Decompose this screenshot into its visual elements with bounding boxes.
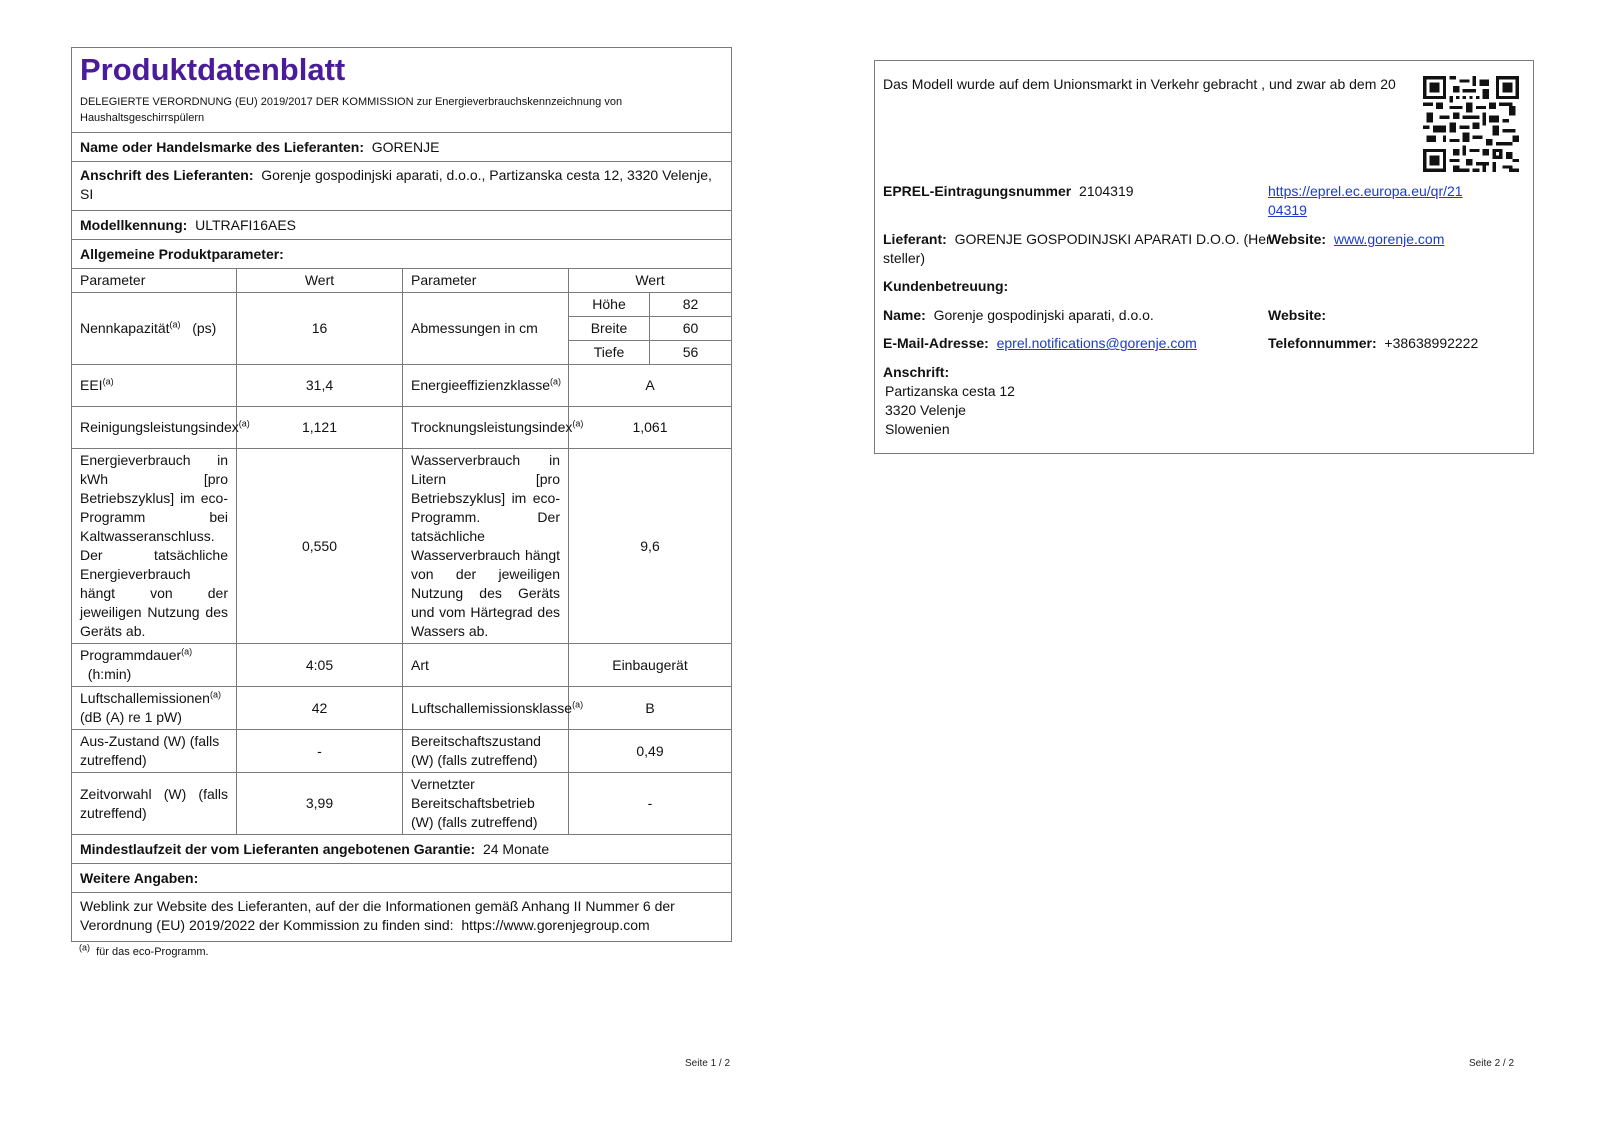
supplier-info: Lieferant: GORENJE GOSPODINJSKI APARATI D.O.O. (Her steller) [883,231,1271,266]
supplier-name-label: Name oder Handelsmarke des Lieferanten: [80,138,364,155]
noise-class-value: B [569,687,732,730]
eprel-info-panel [874,60,1534,454]
depth-value: 56 [650,341,732,365]
table-header-row [72,269,732,293]
off-mode-value: - [237,730,403,773]
table-row [72,730,732,773]
regulation-text: DELEGIERTE VERORDNUNG (EU) 2019/2017 DER KOMMISSION zur Energieverbrauchskennzeichnung von Haushaltsgeschirrspülern [80,96,623,124]
supplier-name-value: GORENJE [371,138,440,155]
table-row [72,773,732,835]
weblink-url[interactable]: https://www.gorenjegroup.com [461,917,650,933]
table-row [72,365,732,407]
eprel-number: EPREL-Eintragungsnummer 2104319 [883,183,1134,199]
eei-label: EEI$^{(a)}$ [72,365,237,407]
program-duration-label: Programmdauer$^{(a)}$ (h:min) [72,644,237,687]
eprel-link[interactable]: https://eprel.ec.europa.eu/qr/21 04319 [1268,183,1463,218]
rated-capacity-label: Nennkapazität$^{(a)}$ (ps) [72,293,237,365]
drying-index-value: 1,061 [569,407,732,449]
delay-start-label: Zeitvorwahl (W) (falls zutreffend) [72,773,237,835]
networked-standby-label: Vernetzter Bereitschaftsbetrieb (W) (falls zutreffend) [403,773,569,835]
address-label: Anschrift: [883,364,950,380]
table-row [72,293,732,317]
standby-label: Bereitschaftszustand (W) (falls zutreffend) [403,730,569,773]
product-info-table [71,47,732,942]
service-name: Name: Gorenje gospodinjski aparati, d.o.o. [883,307,1154,323]
page-number-1: Seite 1 / 2 [685,1058,731,1069]
service-website-label: Website: [1268,307,1327,323]
service-email: E-Mail-Adresse: eprel.notifications@gorenje.com [883,335,1197,351]
water-consumption-label: Wasserverbrauch in Litern [pro Betriebszyklus] im eco-Programm. Der tatsächliche Wasserverbrauch hängt von der jeweiligen Nutzung des Geräts und vom Härtegrad des Wassers ab. [403,449,569,644]
table-row [72,449,732,644]
page-number-2: Seite 2 / 2 [1469,1058,1515,1069]
type-value: Einbaugerät [569,644,732,687]
height-value: 82 [650,293,732,317]
footnote: $^{(a)}$ für das eco-Programm. [79,942,209,958]
website-link[interactable]: www.gorenje.com [1333,231,1445,247]
table-row [72,687,732,730]
qr-code[interactable] [1423,76,1519,172]
additional-info-row [72,864,732,893]
noise-label: Luftschallemissionen$^{(a)}$ (dB (A) re 1 pW) [72,687,237,730]
height-label: Höhe [569,293,650,317]
col-parameter-1: Parameter [72,269,237,293]
noise-class-label: Luftschallemissionsklasse$^{(a)}$ [403,687,569,730]
program-duration-value: 4:05 [237,644,403,687]
supplier-name-row [72,133,732,162]
dimensions-label: Abmessungen in cm [403,293,569,365]
supplier-website: Website: www.gorenje.com [1268,231,1445,247]
cleaning-index-value: 1,121 [237,407,403,449]
table-row [72,644,732,687]
model-row [72,211,732,240]
cleaning-index-label: Reinigungsleistungsindex$^{(a)}$ [72,407,237,449]
general-params-row [72,240,732,269]
guarantee-label: Mindestlaufzeit der vom Lieferanten angebotenen Garantie: [80,840,476,857]
width-label: Breite [569,317,650,341]
page-title: Produktdatenblatt [80,52,346,87]
product-data-sheet [71,47,731,958]
service-phone: Telefonnummer: +38638992222 [1268,335,1479,351]
email-link[interactable]: eprel.notifications@gorenje.com [996,335,1197,351]
guarantee-row [72,835,732,864]
off-mode-label: Aus-Zustand (W) (falls zutreffend) [72,730,237,773]
general-params-label: Allgemeine Produktparameter: [72,240,732,269]
energy-consumption-label: Energieverbrauch in kWh [pro Betriebszyklus] im eco-Programm bei Kaltwasseranschluss. Der tatsächliche Energieverbrauch hängt von der jeweiligen Nutzung des Geräts ab. [72,449,237,644]
width-value: 60 [650,317,732,341]
rated-capacity-value: 16 [237,293,403,365]
model-value: ULTRAFI16AES [195,216,296,233]
weblink-text: Weblink zur Website des Lieferanten, auf der die Informationen gemäß Anhang II Nummer 6 der Verordnung (EU) 2019/2022 der Kommission zu finden sind: [80,898,675,933]
additional-info-label: Weitere Angaben: [72,864,732,893]
guarantee-value: 24 Monate [482,840,550,857]
col-value-2: Wert [569,269,732,293]
supplier-address-value: Gorenje gospodinjski aparati, d.o.o., Partizanska cesta 12, 3320 Velenje, SI [80,167,712,202]
energy-consumption-value: 0,550 [237,449,403,644]
drying-index-label: Trocknungsleistungsindex$^{(a)}$ [403,407,569,449]
standby-value: 0,49 [569,730,732,773]
col-value-1: Wert [237,269,403,293]
title-row [72,48,732,133]
address-block: Partizanska cesta 12 3320 Velenje Slowenien [885,383,1015,437]
depth-label: Tiefe [569,341,650,365]
energy-class-label: Energieeffizienzklasse$^{(a)}$ [403,365,569,407]
type-label: Art [403,644,569,687]
supplier-address-row [72,162,732,211]
table-row [72,407,732,449]
col-parameter-2: Parameter [403,269,569,293]
weblink-row [72,893,732,942]
model-label: Modellkennung: [80,216,188,233]
noise-value: 42 [237,687,403,730]
market-date-text: Das Modell wurde auf dem Unionsmarkt in Verkehr gebracht , und zwar ab dem 20 [883,76,1396,92]
water-consumption-value: 9,6 [569,449,732,644]
energy-class-value: A [569,365,732,407]
customer-service-label: Kundenbetreuung: [883,278,1009,294]
networked-standby-value: - [569,773,732,835]
eei-value: 31,4 [237,365,403,407]
supplier-address-label: Anschrift des Lieferanten: [80,167,254,183]
delay-start-value: 3,99 [237,773,403,835]
